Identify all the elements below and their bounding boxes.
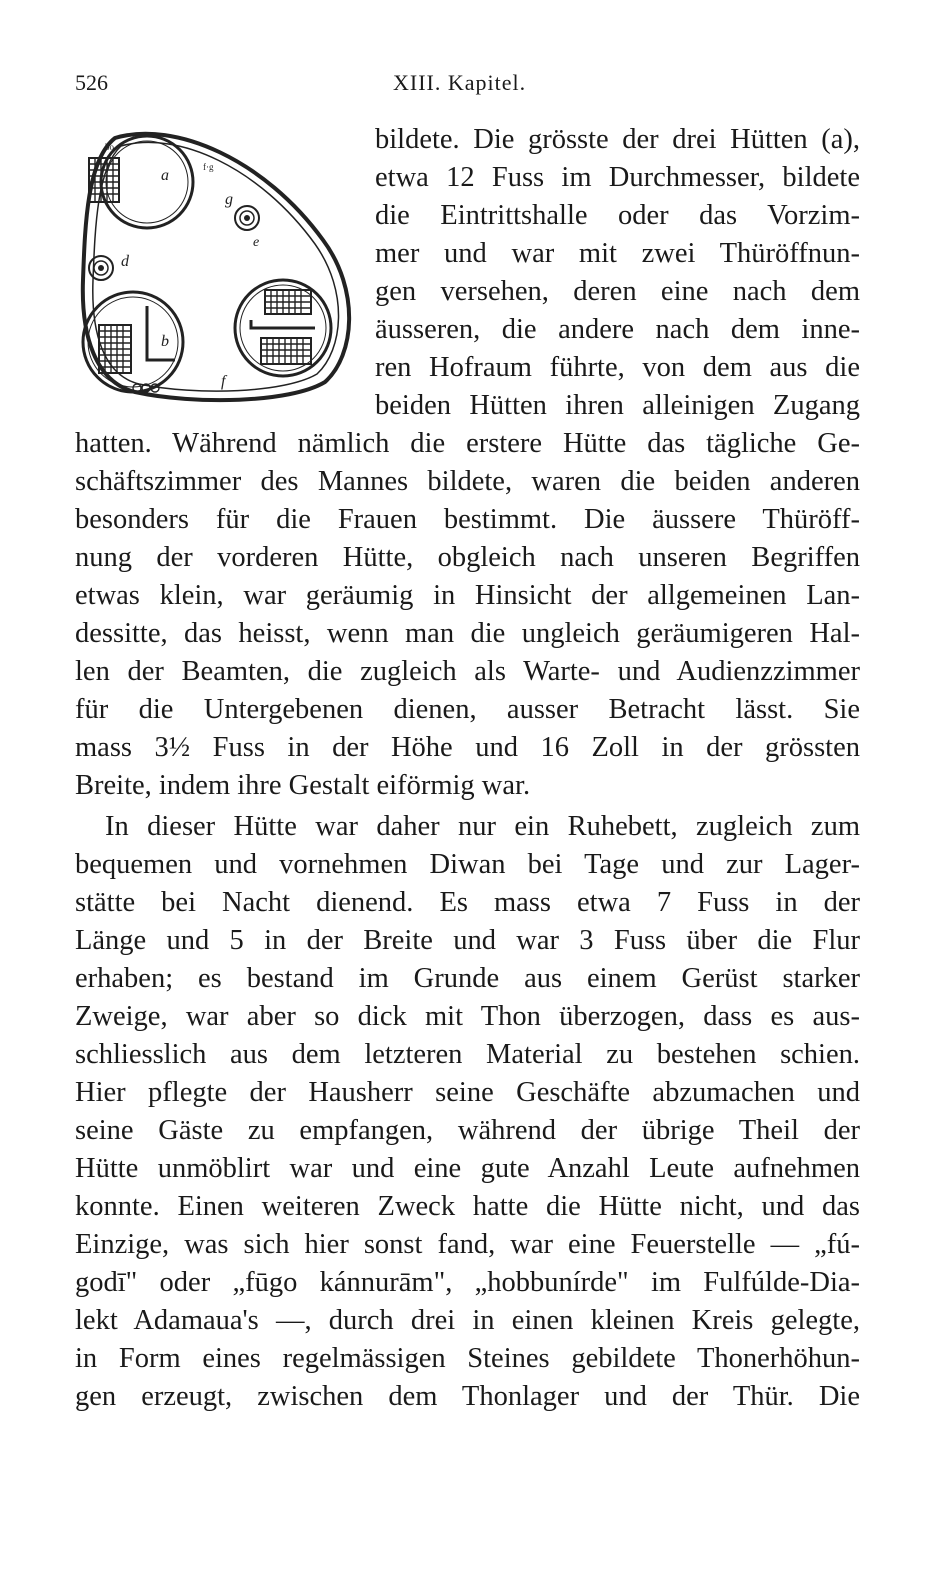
text-line: bequemen und vornehmen Diwan bei Tage und zur Lager- xyxy=(75,849,860,880)
figure-label-d: d xyxy=(121,253,129,270)
figure-label-a: a xyxy=(161,167,169,184)
text-line: besonders für die Frauen bestimmt. Die äussere Thüröff- xyxy=(75,504,860,535)
text-line: dessitte, das heisst, wenn man die ungleich geräumigeren Hal- xyxy=(75,618,860,649)
running-head: XIII. Kapitel. xyxy=(393,70,527,95)
text-line: etwas klein, war geräumig in Hinsicht der allgemeinen Lan- xyxy=(75,580,860,611)
figure-label-g: g xyxy=(225,191,233,208)
text-line: für die Untergebenen dienen, ausser Betracht lässt. Sie xyxy=(75,694,860,725)
text-line: in Form eines regelmässigen Steines gebildete Thonerhöhun- xyxy=(75,1343,860,1374)
page-header xyxy=(75,62,860,102)
text-line: die Eintrittshalle oder das Vorzim- xyxy=(375,200,860,231)
page-number: 526 xyxy=(75,70,108,95)
figure-label-f: f xyxy=(221,373,226,390)
text-line: mer und war mit zwei Thüröffnun- xyxy=(375,238,860,269)
text-line: beiden Hütten ihren alleinigen Zugang xyxy=(375,390,860,421)
text-line: schäftszimmer des Mannes bildete, waren die beiden anderen xyxy=(75,466,860,497)
text-line: Hier pflegte der Hausherr seine Geschäfte abzumachen und xyxy=(75,1077,860,1108)
hut-plan-figure xyxy=(75,120,360,420)
figure-label-bo: bo xyxy=(105,142,114,152)
text-line: mass 3½ Fuss in der Höhe und 16 Zoll in der grössten xyxy=(75,732,860,763)
text-line: seine Gäste zu empfangen, während der übrige Theil der xyxy=(75,1115,860,1146)
text-line: gen versehen, deren eine nach dem xyxy=(375,276,860,307)
text-line: In dieser Hütte war daher nur ein Ruhebett, zugleich zum xyxy=(105,811,860,842)
text-line: Breite, indem ihre Gestalt eiförmig war. xyxy=(75,770,531,801)
text-line: nung der vorderen Hütte, obgleich nach unseren Begriffen xyxy=(75,542,860,573)
text-line: erhaben; es bestand im Grunde aus einem Gerüst starker xyxy=(75,963,860,994)
text-line: godī" oder „fūgo kánnurām", „hobbunírde" im Fulfúlde-Dia- xyxy=(75,1267,860,1298)
text-line: schliesslich aus dem letzteren Material zu bestehen schien. xyxy=(75,1039,860,1070)
text-line: hatten. Während nämlich die erstere Hütte das tägliche Ge- xyxy=(75,428,860,459)
text-line: ren Hofraum führte, von dem aus die xyxy=(375,352,860,383)
text-line: äusseren, die andere nach dem inne- xyxy=(375,314,860,345)
text-line: Hütte unmöblirt war und eine gute Anzahl Leute aufnehmen xyxy=(75,1153,860,1184)
hut-plan-drawing xyxy=(75,120,360,420)
text-line: konnte. Einen weiteren Zweck hatte die Hütte nicht, und das xyxy=(75,1191,860,1222)
figure-label-fg: f·g xyxy=(203,162,214,172)
text-line: len der Beamten, die zugleich als Warte- und Audienzzimmer xyxy=(75,656,860,687)
figure-label-b: b xyxy=(161,333,169,350)
text-line: lekt Adamaua's —, durch drei in einen kleinen Kreis gelegte, xyxy=(75,1305,860,1336)
text-line: Einzige, was sich hier sonst fand, war eine Feuerstelle — „fú- xyxy=(75,1229,860,1260)
figure-label-e: e xyxy=(253,235,260,250)
text-line: stätte bei Nacht dienend. Es mass etwa 7 Fuss in der xyxy=(75,887,860,918)
text-line: Länge und 5 in der Breite und war 3 Fuss über die Flur xyxy=(75,925,860,956)
text-line: bildete. Die grösste der drei Hütten (a), xyxy=(375,124,860,155)
text-line: etwa 12 Fuss im Durchmesser, bildete xyxy=(375,162,860,193)
text-line: Zweige, war aber so dick mit Thon überzogen, dass es aus- xyxy=(75,1001,860,1032)
text-line: gen erzeugt, zwischen dem Thonlager und der Thür. Die xyxy=(75,1381,860,1412)
